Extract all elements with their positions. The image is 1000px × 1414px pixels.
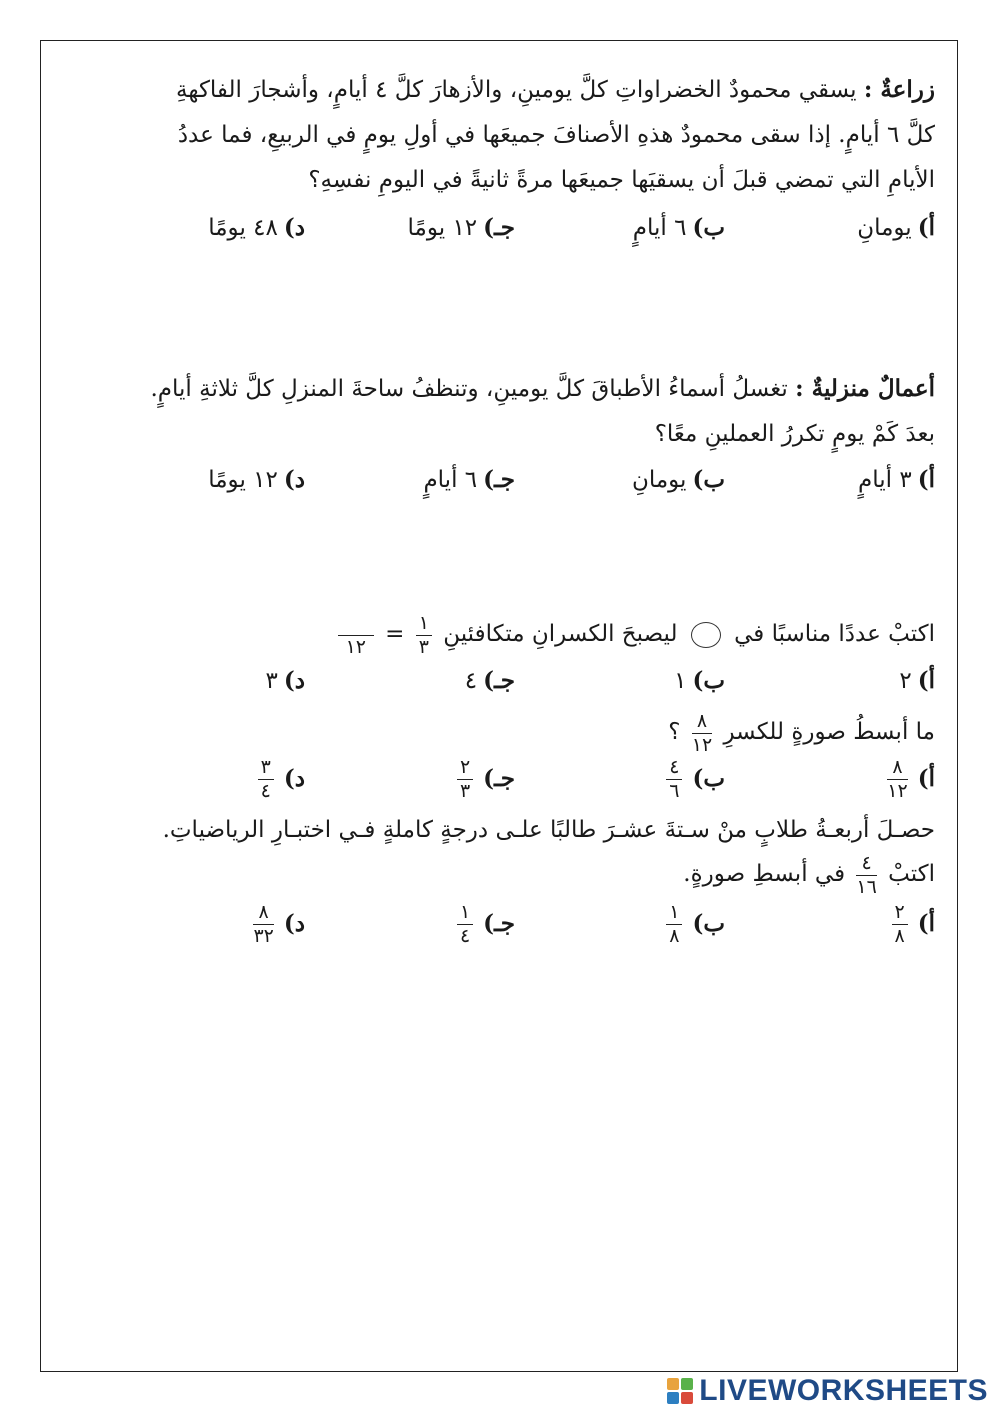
q2-option-c[interactable] xyxy=(423,466,515,493)
q3-option-c[interactable] xyxy=(465,667,515,694)
option-fraction xyxy=(457,758,473,801)
question-3 xyxy=(60,612,935,657)
logo-tile xyxy=(667,1392,679,1404)
q1-option-c[interactable] xyxy=(408,214,515,241)
q4-fraction xyxy=(691,709,713,756)
option-label: ب) xyxy=(692,214,725,241)
q3-middle: ليصبحَ الكسرانِ متكافئينِ xyxy=(443,621,678,647)
option-fraction xyxy=(887,758,907,801)
fraction-blank-numerator[interactable] xyxy=(338,614,374,636)
q4-options xyxy=(150,756,935,802)
option-fraction xyxy=(253,903,273,946)
option-fraction xyxy=(892,903,908,946)
q4-suffix: ؟ xyxy=(668,719,681,745)
option-text: ١٢ يومًا xyxy=(208,467,278,493)
option-label: ب) xyxy=(692,909,725,937)
option-label: ب) xyxy=(692,667,725,694)
q5-fraction xyxy=(856,851,877,898)
fraction-denominator: ٣٢ xyxy=(253,925,274,947)
option-label: أ) xyxy=(917,909,935,937)
option-label: ب) xyxy=(692,764,725,792)
fraction-numerator: ٤ xyxy=(856,854,876,876)
q1-option-b[interactable] xyxy=(633,214,725,241)
option-text: ٤٨ يومًا xyxy=(208,215,278,241)
option-label: جـ) xyxy=(483,667,515,694)
fraction-denominator: ٤ xyxy=(260,780,271,802)
fraction-denominator: ٨ xyxy=(669,925,680,947)
option-label: د) xyxy=(283,214,305,241)
fraction-denominator: ١٢ xyxy=(345,635,366,658)
logo-text: LIVEWORKSHEETS xyxy=(699,1374,988,1407)
question-2 xyxy=(60,366,935,457)
q3-fraction-2 xyxy=(338,614,374,657)
fraction-numerator: ١ xyxy=(457,903,473,925)
q5-option-c[interactable] xyxy=(453,903,515,946)
q4-option-d[interactable] xyxy=(254,758,305,801)
option-text: ٣ أيامٍ xyxy=(858,467,912,493)
option-label: جـ) xyxy=(483,764,515,792)
q5-option-b[interactable] xyxy=(662,903,725,946)
q4-prefix: ما أبسطُ صورةٍ للكسرِ xyxy=(723,719,935,745)
option-text: ٦ أيامٍ xyxy=(423,467,478,493)
question-5 xyxy=(60,808,935,897)
q1-title: زراعةٌ : xyxy=(863,76,935,103)
option-text: ٢ xyxy=(899,668,912,694)
option-text: يومانِ xyxy=(857,215,912,241)
q3-prefix: اكتبْ عددًا مناسبًا في xyxy=(734,621,935,647)
fraction-numerator: ٨ xyxy=(692,712,712,734)
q2-line-2: بعدَ كَمْ يومٍ تكررُ العملينِ معًا؟ xyxy=(654,421,935,447)
q2-line-1: تغسلُ أسماءُ الأطباقَ كلَّ يومينِ، وتنظفُ ساحةَ المنزلِ كلَّ ثلاثةِ أيامٍ. xyxy=(150,376,788,402)
option-label: جـ) xyxy=(483,909,515,937)
q3-option-a[interactable] xyxy=(899,667,935,694)
option-label: د) xyxy=(283,909,305,937)
option-label: جـ) xyxy=(483,466,515,493)
fraction-numerator: ٢ xyxy=(457,758,473,780)
q3-options xyxy=(150,667,935,707)
option-fraction xyxy=(666,758,682,801)
fraction-numerator: ٤ xyxy=(666,758,682,780)
option-text: ٣ xyxy=(265,668,278,694)
q4-option-c[interactable] xyxy=(453,758,515,801)
option-text: ٦ أيامٍ xyxy=(632,215,687,241)
q5-option-a[interactable] xyxy=(888,903,936,946)
option-fraction xyxy=(258,758,274,801)
option-label: جـ) xyxy=(483,214,515,241)
option-label: د) xyxy=(283,466,305,493)
liveworksheets-logo[interactable] xyxy=(667,1374,988,1408)
liveworksheets-grid-icon xyxy=(667,1378,693,1404)
q1-options xyxy=(150,214,935,254)
option-label: أ) xyxy=(917,214,935,241)
answer-blank-circle xyxy=(691,622,721,648)
logo-tile xyxy=(681,1392,693,1404)
q2-option-b[interactable] xyxy=(632,466,725,493)
fraction-numerator: ٨ xyxy=(887,758,907,780)
q2-title: أعمالٌ منزليةٌ : xyxy=(795,375,935,402)
fraction-denominator: ٣ xyxy=(459,780,471,802)
option-label: ب) xyxy=(692,466,725,493)
fraction-denominator: ١٦ xyxy=(856,875,877,898)
q3-option-d[interactable] xyxy=(266,667,305,694)
option-label: د) xyxy=(283,764,305,792)
fraction-numerator: ١ xyxy=(416,614,432,636)
fraction-denominator: ٣ xyxy=(418,635,429,658)
option-text: ١٢ يومًا xyxy=(407,215,478,241)
q1-line-3: الأيامِ التي تمضي قبلَ أن يسقيَها جميعَها مرةً ثانيةً في اليومِ نفسِهِ؟ xyxy=(308,167,935,193)
q1-line-1: يسقي محمودٌ الخضراواتِ كلَّ يومينِ، والأزهارَ كلَّ ٤ أيامٍ، وأشجارَ الفاكهةِ xyxy=(176,77,857,103)
option-label: أ) xyxy=(917,667,935,694)
q5-suffix: في أبسطِ صورةٍ. xyxy=(683,861,846,887)
option-label: أ) xyxy=(917,466,935,493)
q3-option-b[interactable] xyxy=(674,667,725,694)
option-text: ٤ xyxy=(464,668,478,694)
q4-option-a[interactable] xyxy=(883,758,935,801)
fraction-denominator: ١٢ xyxy=(691,733,713,756)
fraction-numerator: ٣ xyxy=(258,758,274,780)
q2-option-a[interactable] xyxy=(858,466,935,493)
fraction-denominator: ٤ xyxy=(459,925,471,947)
option-fraction xyxy=(666,903,682,946)
q1-option-a[interactable] xyxy=(857,214,935,241)
fraction-numerator: ٢ xyxy=(892,903,908,925)
q3-fraction-1 xyxy=(416,611,432,658)
option-text: ١ xyxy=(674,668,687,694)
q1-option-d[interactable] xyxy=(208,214,305,241)
fraction-numerator: ٨ xyxy=(253,903,273,925)
option-label: د) xyxy=(283,667,305,694)
option-text: يومانِ xyxy=(631,467,687,493)
q5-options xyxy=(150,901,935,947)
question-1 xyxy=(60,67,935,203)
fraction-denominator: ١٢ xyxy=(887,780,908,802)
equals-sign: = xyxy=(385,621,405,647)
fraction-denominator: ٨ xyxy=(894,925,905,947)
q5-option-d[interactable] xyxy=(249,903,305,946)
logo-tile xyxy=(681,1378,693,1390)
q2-option-d[interactable] xyxy=(208,466,305,493)
fraction-numerator: ١ xyxy=(666,903,682,925)
q5-line-1: حصـلَ أربعـةُ طلابٍ منْ سـتةَ عشـرَ طالبًا علـى درجةٍ كاملةٍ فـي اختبـارِ الرياضياتِ. xyxy=(162,817,935,843)
q2-options xyxy=(150,466,935,506)
q1-line-2: كلَّ ٦ أيامٍ. إذا سقى محمودٌ هذهِ الأصنافَ جميعَها في أولِ يومٍ في الربيعِ، فما عددُ xyxy=(177,122,935,148)
option-fraction xyxy=(457,903,473,946)
logo-tile xyxy=(667,1378,679,1390)
q5-prefix: اكتبْ xyxy=(888,861,935,887)
q4-option-b[interactable] xyxy=(662,758,725,801)
option-label: أ) xyxy=(917,764,935,792)
question-4 xyxy=(60,710,935,755)
fraction-denominator: ٦ xyxy=(669,780,680,802)
